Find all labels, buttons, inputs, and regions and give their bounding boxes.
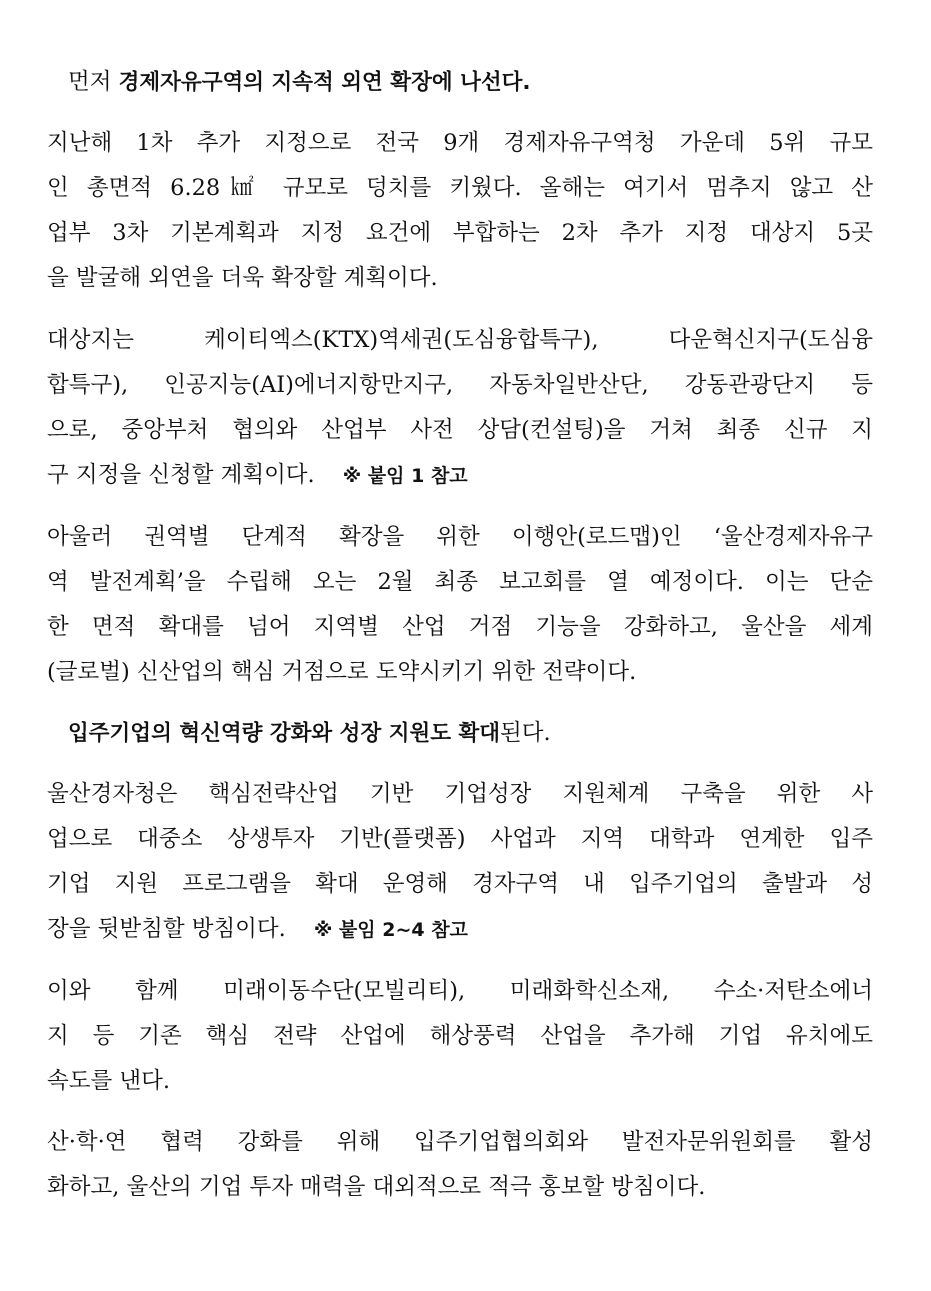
paragraph-text: 장을 뒷받침할 방침이다. xyxy=(47,916,286,942)
paragraph-line: 속도를 낸다. xyxy=(47,1068,170,1094)
paragraph-line-with-note xyxy=(47,460,873,491)
attachment-note: ※ 붙임 1 참고 xyxy=(342,465,468,487)
section-heading-external-expansion xyxy=(68,67,873,98)
paragraph-line: 울산경자청은 핵심전략산업 기반 기업성장 지원체계 구축을 위한 사 xyxy=(47,781,873,807)
paragraph-line: 대상지는 케이티엑스(KTX)역세권(도심융합특구), 다운혁신지구(도심융 xyxy=(47,327,873,353)
paragraph-line: 업으로 대중소 상생투자 기반(플랫폼) 사업과 지역 대학과 연계한 입주 xyxy=(47,826,873,852)
paragraph-text: 구 지정을 신청할 계획이다. xyxy=(47,462,315,488)
paragraph-line: 업부 3차 기본계획과 지정 요건에 부합하는 2차 추가 지정 대상지 5곳 xyxy=(47,220,873,246)
paragraph-line: 한 면적 확대를 넘어 지역별 산업 거점 기능을 강화하고, 울산을 세계 xyxy=(47,614,873,640)
heading-bold-text: 경제자유구역의 지속적 외연 확장에 나선다. xyxy=(118,70,531,95)
heading-lead-text: 먼저 xyxy=(68,69,119,95)
paragraph-line: (글로벌) 신산업의 핵심 거점으로 도약시키기 위한 전략이다. xyxy=(47,659,637,685)
paragraph-line: 기업 지원 프로그램을 확대 운영해 경자구역 내 입주기업의 출발과 성 xyxy=(47,871,873,897)
paragraph-line: 인 총면적 6.28㎢ 규모로 덩치를 키웠다. 올해는 여기서 멈추지 않고 산 xyxy=(47,175,873,201)
paragraph-line: 합특구), 인공지능(AI)에너지항만지구, 자동차일반산단, 강동관광단지 등 xyxy=(47,372,873,398)
paragraph-line: 으로, 중앙부처 협의와 산업부 사전 상담(컨설팅)을 거쳐 최종 신규 지 xyxy=(47,417,873,443)
paragraph-line: 아울러 권역별 단계적 확장을 위한 이행안(로드맵)인 ‘울산경제자유구 xyxy=(47,524,873,550)
paragraph-line: 이와 함께 미래이동수단(모빌리티), 미래화학신소재, 수소·저탄소에너 xyxy=(47,978,873,1004)
attachment-note: ※ 붙임 2~4 참고 xyxy=(313,919,468,941)
paragraph-line-with-note xyxy=(47,914,873,945)
paragraph-line: 을 발굴해 외연을 더욱 확장할 계획이다. xyxy=(47,265,438,291)
paragraph-line: 지 등 기존 핵심 전략 산업에 해상풍력 산업을 추가해 기업 유치에도 xyxy=(47,1023,873,1049)
paragraph-line: 화하고, 울산의 기업 투자 매력을 대외적으로 적극 홍보할 방침이다. xyxy=(47,1174,706,1200)
paragraph-line: 산·학·연 협력 강화를 위해 입주기업협의회와 발전자문위원회를 활성 xyxy=(47,1129,873,1155)
heading-tail-text: 된다. xyxy=(500,720,551,746)
heading-bold-text: 입주기업의 혁신역량 강화와 성장 지원도 확대 xyxy=(68,721,501,746)
section-heading-company-support xyxy=(68,718,873,749)
paragraph-line: 역 발전계획’을 수립해 오는 2월 최종 보고회를 열 예정이다. 이는 단순 xyxy=(47,569,873,595)
paragraph-line: 지난해 1차 추가 지정으로 전국 9개 경제자유구역청 가운데 5위 규모 xyxy=(47,130,873,156)
